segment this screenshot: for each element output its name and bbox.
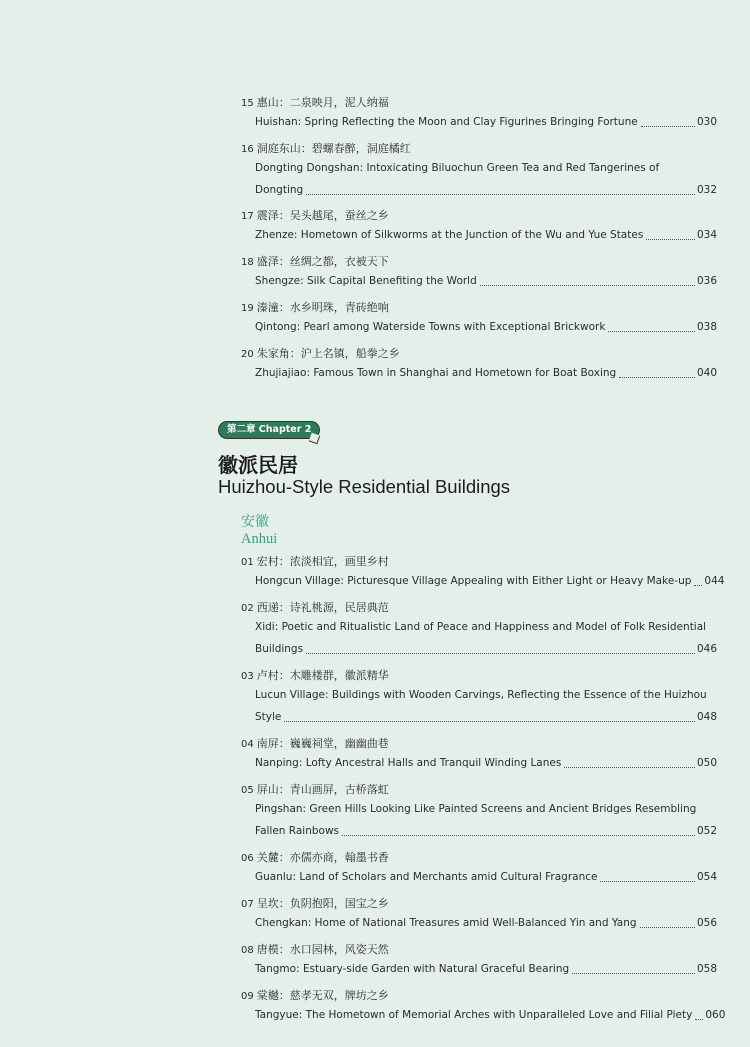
dot-leader [306, 653, 695, 654]
dot-leader [306, 194, 695, 195]
entry-title-en: Hongcun Village: Picturesque Village Appealing with Either Light or Heavy Make-up [255, 575, 692, 587]
entry-title-en: Shengze: Silk Capital Benefiting the World [255, 275, 477, 287]
entry-title-en: Lucun Village: Buildings with Wooden Carvings, Reflecting the Essence of the Huizhou [255, 689, 707, 701]
entry-title-en: Tangyue: The Hometown of Memorial Arches with Unparalleled Love and Filial Piety [255, 1009, 693, 1021]
entry-title-en: Nanping: Lofty Ancestral Halls and Tranquil Winding Lanes [255, 757, 562, 769]
page-number: 050 [696, 757, 717, 769]
entry-title-en: Chengkan: Home of National Treasures amid Well-Balanced Yin and Yang [255, 917, 637, 929]
badge-tail-decoration [309, 433, 321, 445]
entry-title-cn [241, 254, 717, 270]
entry-title-en: Xidi: Poetic and Ritualistic Land of Peace and Happiness and Model of Folk Residential [255, 621, 707, 633]
toc-entry[interactable] [241, 782, 717, 842]
page-number: 048 [696, 711, 717, 723]
entry-cn-text: 盛泽：丝绸之都，衣被天下 [256, 255, 389, 268]
entry-title-cn [241, 208, 717, 224]
entry-en-line [255, 224, 717, 246]
region-title-en: Anhui [241, 531, 278, 547]
entry-number: 18 [241, 257, 254, 268]
entry-title-cn [241, 736, 717, 752]
entry-title-cn [241, 600, 717, 616]
region-title-cn: 安徽 [241, 514, 269, 530]
dot-leader [480, 285, 695, 286]
entry-number: 15 [241, 98, 254, 109]
toc-entry[interactable] [241, 988, 726, 1026]
entry-en-line [255, 111, 717, 133]
entry-title-cn [241, 942, 717, 958]
entry-title-en: Zhenze: Hometown of Silkworms at the Junction of the Wu and Yue States [255, 229, 644, 241]
toc-entry[interactable] [241, 95, 717, 133]
entry-title-en-cont: Dongting [255, 184, 304, 196]
entry-number: 19 [241, 303, 254, 314]
entry-en-line [255, 179, 717, 201]
entry-title-en-cont: Fallen Rainbows [255, 825, 340, 837]
entry-cn-text: 西递：诗礼桃源，民居典范 [256, 601, 389, 614]
entry-en-line [255, 1004, 726, 1026]
entry-cn-text: 南屏：巍巍祠堂，幽幽曲巷 [256, 737, 389, 750]
entry-cn-text: 唐模：水口园林，风姿天然 [256, 943, 389, 956]
entry-en-line [255, 362, 717, 384]
entry-number: 04 [241, 739, 254, 750]
entry-en-line [255, 820, 717, 842]
entry-title-en: Tangmo: Estuary-side Garden with Natural Graceful Bearing [255, 963, 570, 975]
page-number: 056 [696, 917, 717, 929]
entry-title-cn [241, 988, 717, 1004]
entry-title-en-cont: Buildings [255, 643, 304, 655]
entry-en-line [255, 570, 725, 592]
toc-entry[interactable] [241, 141, 717, 201]
entry-en-line [255, 270, 717, 292]
dot-leader [342, 835, 695, 836]
toc-entry[interactable] [241, 896, 717, 934]
page-number: 034 [696, 229, 717, 241]
toc-entry[interactable] [241, 300, 717, 338]
dot-leader [572, 973, 695, 974]
entry-number: 03 [241, 671, 254, 682]
dot-leader [600, 881, 694, 882]
entry-number: 05 [241, 785, 254, 796]
entry-cn-text: 卢村：木雕楼群，徽派精华 [256, 669, 389, 682]
toc-entry[interactable] [241, 942, 717, 980]
entry-cn-text: 棠樾：慈孝无双，牌坊之乡 [256, 989, 389, 1002]
dot-leader [619, 377, 695, 378]
page-number: 030 [696, 116, 717, 128]
entry-title-en: Pingshan: Green Hills Looking Like Painted Screens and Ancient Bridges Resembling [255, 803, 697, 815]
chapter-title-cn: 徽派民居 [218, 453, 298, 477]
entry-title-cn [241, 95, 717, 111]
entry-number: 20 [241, 349, 254, 360]
toc-entry[interactable] [241, 736, 717, 774]
entry-number: 09 [241, 991, 254, 1002]
entry-cn-text: 呈坎：负阴抱阳，国宝之乡 [256, 897, 389, 910]
entry-number: 08 [241, 945, 254, 956]
dot-leader [695, 1019, 703, 1020]
entry-number: 02 [241, 603, 254, 614]
toc-entry[interactable] [241, 850, 717, 888]
entry-title-en: Huishan: Spring Reflecting the Moon and Clay Figurines Bringing Fortune [255, 116, 638, 128]
entry-cn-text: 洞庭东山：碧螺春醉，洞庭橘红 [256, 142, 411, 155]
toc-entry[interactable] [241, 554, 725, 592]
page-number: 052 [696, 825, 717, 837]
toc-entry[interactable] [241, 254, 717, 292]
entry-title-cn [241, 782, 717, 798]
dot-leader [608, 331, 695, 332]
page-number: 038 [696, 321, 717, 333]
chapter-title-en: Huizhou-Style Residential Buildings [218, 476, 511, 497]
dot-leader [641, 126, 695, 127]
entry-title-cn [241, 300, 717, 316]
entry-en-line [255, 752, 717, 774]
entry-en-line [255, 912, 717, 934]
toc-entry[interactable] [241, 600, 717, 660]
dot-leader [694, 585, 702, 586]
entry-en-line [255, 638, 717, 660]
entry-cn-text: 溱潼：水乡明珠，青砖绝响 [256, 301, 389, 314]
entry-cn-text: 关麓：亦儒亦商，翰墨书香 [256, 851, 389, 864]
entry-number: 16 [241, 144, 254, 155]
entry-title-cn [241, 346, 717, 362]
entry-en-line [255, 316, 717, 338]
page-number: 044 [704, 575, 725, 587]
toc-entry[interactable] [241, 208, 717, 246]
page-number: 046 [696, 643, 717, 655]
entry-title-cn [241, 668, 717, 684]
page-number: 054 [696, 871, 717, 883]
dot-leader [640, 927, 695, 928]
dot-leader [564, 767, 695, 768]
dot-leader [646, 239, 695, 240]
entry-cn-text: 震泽：吴头越尾，蚕丝之乡 [256, 209, 389, 222]
entry-title-en: Qintong: Pearl among Waterside Towns with Exceptional Brickwork [255, 321, 606, 333]
entry-title-en: Guanlu: Land of Scholars and Merchants amid Cultural Fragrance [255, 871, 598, 883]
dot-leader [284, 721, 695, 722]
entry-number: 07 [241, 899, 254, 910]
toc-entry[interactable] [241, 346, 717, 384]
entry-cn-text: 宏村：浓淡相宜，画里乡村 [256, 555, 389, 568]
entry-title-cn [241, 141, 717, 157]
entry-title-cn [241, 554, 717, 570]
page-number: 060 [705, 1009, 726, 1021]
chapter-badge: 第二章 Chapter 2 [218, 421, 320, 439]
page-number: 040 [696, 367, 717, 379]
entry-en-line [255, 706, 717, 728]
entry-en-line [255, 958, 717, 980]
page-number: 036 [696, 275, 717, 287]
entry-number: 06 [241, 853, 254, 864]
entry-en-line [255, 866, 717, 888]
toc-entry[interactable] [241, 668, 717, 728]
entry-title-en: Zhujiajiao: Famous Town in Shanghai and Hometown for Boat Boxing [255, 367, 617, 379]
entry-title-cn [241, 850, 717, 866]
entry-title-cn [241, 896, 717, 912]
entry-number: 17 [241, 211, 254, 222]
entry-title-en: Dongting Dongshan: Intoxicating Biluochun Green Tea and Red Tangerines of [255, 162, 660, 174]
entry-cn-text: 朱家角：沪上名镇，船拳之乡 [256, 347, 400, 360]
entry-cn-text: 屏山：青山画屏，古桥落虹 [256, 783, 389, 796]
entry-number: 01 [241, 557, 254, 568]
entry-cn-text: 惠山：二泉映月，泥人纳福 [256, 96, 389, 109]
entry-title-en-cont: Style [255, 711, 282, 723]
page-number: 058 [696, 963, 717, 975]
page-number: 032 [696, 184, 717, 196]
